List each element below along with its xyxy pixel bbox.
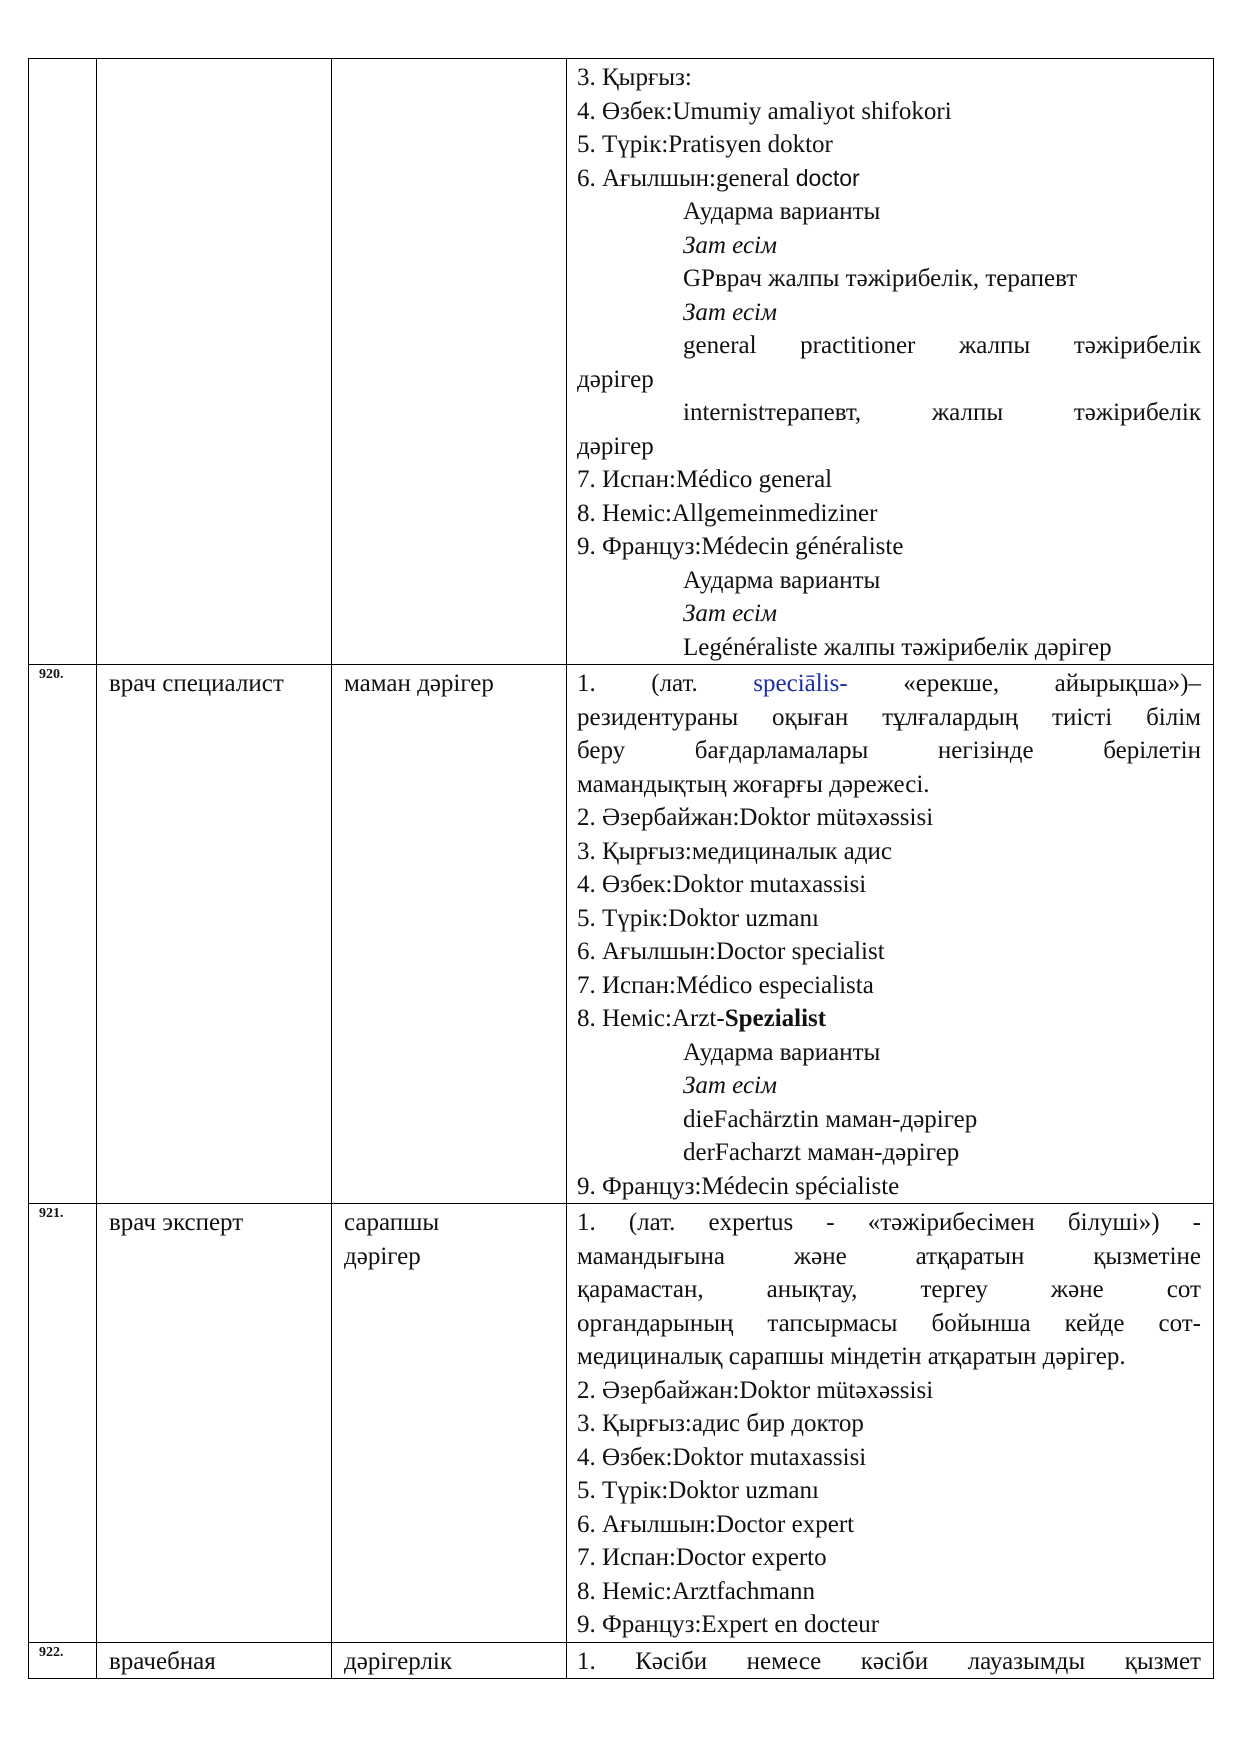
translation-line [577,1002,1201,1036]
definition-cell [567,59,1214,665]
translation-line: 5. Түрік:Pratisyen doktor [577,131,833,158]
translation-line: 2. Әзербайжан:Doktor mütəxəssisi [577,804,934,831]
variant-line: derFacharzt маман-дәрігер [683,1139,960,1166]
definition-line: 1. (лат. expertus - «тәжірибесімен білуші») - [577,1209,1201,1236]
translation-line: 2. Әзербайжан:Doktor mütəxəssisi [577,1376,934,1404]
variant-line: GPврач жалпы тәжірибелік, терапевт [683,265,1078,292]
table-row-921 [29,1204,1214,1643]
translation-line: 9. Француз:Médecin généraliste [577,533,904,560]
translation-line: 9. Француз:Expert en docteur [577,1611,880,1638]
translation-line: 4. Өзбек:Umumiy amaliyot shifokori [577,97,952,125]
translation-text: 8. Неміс:Arzt- [577,1005,725,1032]
part-of-speech: Зат есім [683,1072,777,1099]
definition-line: беру бағдарламалары негізінде берілетін [577,737,1201,764]
entry-number: 921. [29,1204,97,1643]
russian-term: врач специалист [97,665,332,1204]
translation-line: 6. Ағылшын:Doctor expert [577,1510,855,1538]
russian-term: врач эксперт [97,1204,332,1643]
kazakh-term: маман дәрігер [332,665,567,1204]
translation-line: 7. Испан:Médico especialista [577,971,874,999]
kazakh-term [332,59,567,665]
translation-text-sans: doctor [795,164,860,191]
definition-line: мамандықтың жоғарғы дәрежесі. [577,770,930,798]
definition-cell [567,665,1214,1204]
part-of-speech: Зат есім [683,231,777,259]
definition-line: резидентураны оқыған тұлғалардың тиісті білім [577,703,1201,731]
definition-line: медициналық сарапшы міндетін атқаратын дәрігер. [577,1343,1126,1370]
variant-line: internistтерапевт, жалпы тәжірибелік [683,399,1201,426]
latin-link[interactable]: speciālis- [753,670,848,697]
variant-line: general practitioner жалпы тәжірибелік [683,332,1201,359]
translation-line: 7. Испан:Doctor experto [577,1544,827,1571]
kazakh-term: сарапшы дәрігер [332,1204,567,1643]
translation-line: 8. Неміс:Arztfachmann [577,1577,815,1605]
dictionary-table [28,58,1214,1679]
translation-text: 6. Ағылшын:general [577,164,796,192]
variant-line-cont: дәрігер [577,365,654,393]
translation-line: 4. Өзбек:Doktor mutaxassisi [577,1443,867,1471]
translation-line: 3. Қырғыз:медициналык адис [577,837,892,865]
entry-number [29,59,97,665]
russian-term: врачебная [97,1642,332,1679]
variant-line: dieFachärztin маман-дәрігер [683,1105,978,1133]
variants-heading: Аударма варианты [683,1038,881,1066]
definition-cell [567,1204,1214,1643]
translation-line: 4. Өзбек:Doktor mutaxassisi [577,871,867,898]
definition-line [577,667,1201,701]
variants-heading: Аударма варианты [683,198,881,225]
variant-line: Legénéraliste жалпы тәжірибелік дәрігер [683,633,1112,661]
translation-line: 3. Қырғыз:адис бир доктор [577,1410,864,1437]
translation-line: 5. Түрік:Doktor uzmanı [577,904,819,932]
variants-heading: Аударма варианты [683,566,881,594]
kazakh-term: дәрігерлік [332,1642,567,1679]
table-row-920 [29,665,1214,1204]
entry-number: 920. [29,665,97,1204]
translation-line: 9. Француз:Médecin spécialiste [577,1172,900,1200]
definition-text: «ерекше, айырықша»)– [847,670,1202,697]
definition-line: органдарының тапсырмасы бойынша кейде сот- [577,1309,1201,1337]
russian-term [97,59,332,665]
part-of-speech: Зат есім [683,298,777,326]
translation-line: 3. Қырғыз: [577,64,692,91]
translation-line [577,162,1201,196]
translation-line: 6. Ағылшын:Doctor specialist [577,938,885,965]
translation-line: 7. Испан:Médico general [577,466,833,493]
definition-line: 1. Кәсіби немесе кәсіби лауазымды қызмет [577,1647,1201,1675]
definition-line: қарамастан, анықтау, тергеу және сот [577,1276,1201,1303]
part-of-speech: Зат есім [683,600,777,627]
translation-text-bold: Spezialist [724,1005,827,1032]
translation-line: 5. Түрік:Doktor uzmanı [577,1477,819,1504]
entry-number: 922. [29,1642,97,1679]
definition-line: мамандығына және атқаратын қызметіне [577,1242,1201,1270]
definition-cell [567,1642,1214,1679]
definition-text: 1. (лат. [577,670,754,697]
translation-line: 8. Неміс:Allgemeinmediziner [577,499,878,527]
variant-line-cont: дәрігер [577,432,654,460]
table-row-919-continued [29,59,1214,665]
table-row-922 [29,1642,1214,1679]
